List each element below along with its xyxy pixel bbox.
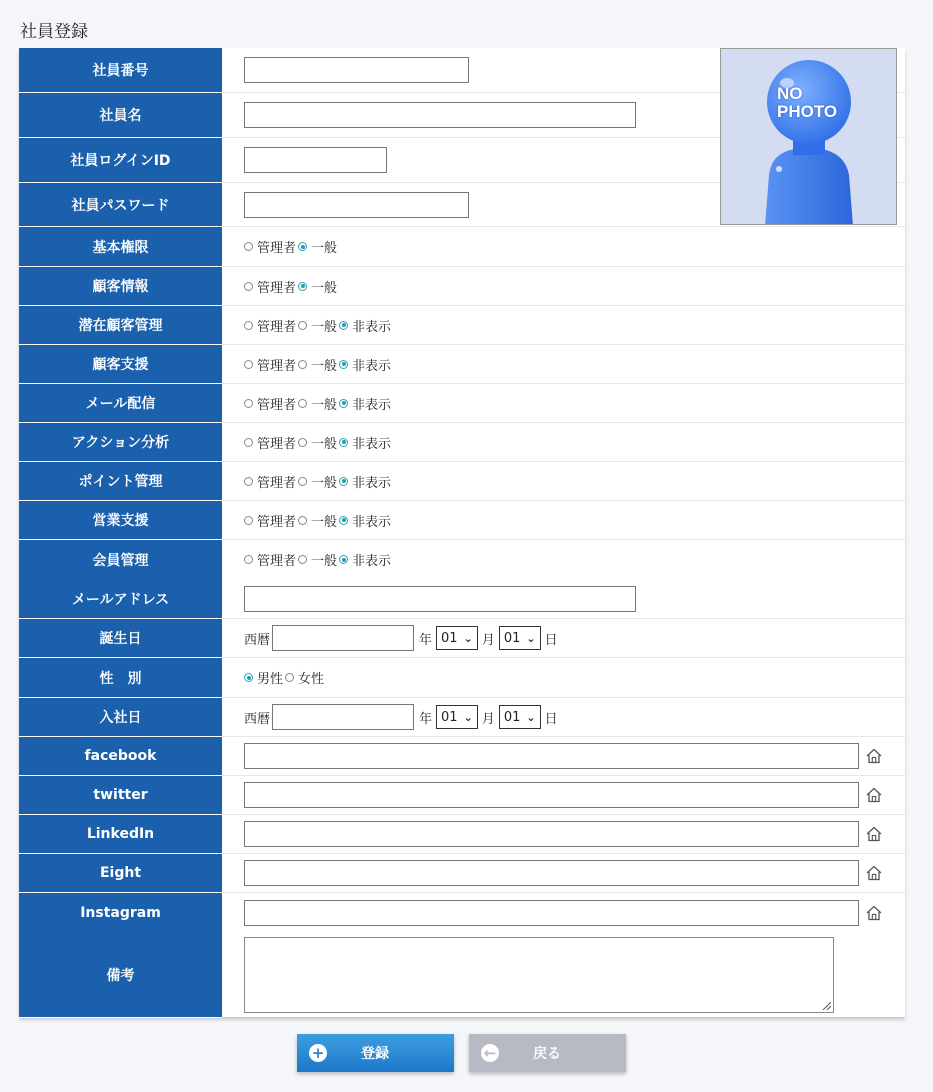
row-gender [19,658,905,698]
sns-row [19,776,905,815]
permission-row-options [222,306,905,344]
gender-radio-label: 男性 [257,672,284,687]
label-note: 備考 [19,932,222,1018]
permission-radio-label: 管理者 [257,358,297,374]
sns-row-label: facebook [19,737,222,776]
permission-row-label: ポイント管理 [19,462,222,501]
birthday-day-select[interactable] [499,626,541,650]
radio-circle-icon [339,516,348,525]
permission-row-options [222,540,905,579]
permission-radio[interactable] [298,433,337,452]
permission-radio-label: 一般 [311,436,338,452]
birthday-era-label: 西暦 [244,632,271,648]
birthday-year-label: 年 [419,632,433,648]
radio-circle-icon [244,555,253,564]
page-title: 社員登録 [20,22,88,42]
permission-row-options [222,345,905,383]
home-icon[interactable] [865,864,883,882]
permission-row-label: 会員管理 [19,540,222,580]
chevron-down-icon: ⌄ [463,631,473,645]
label-gender: 性 別 [19,658,222,698]
permission-row-options [222,384,905,422]
radio-circle-icon [339,438,348,447]
permission-radio[interactable] [298,237,337,256]
radio-circle-icon [244,360,253,369]
permission-radio[interactable] [339,394,391,413]
no-photo-line2: PHOTO [777,102,838,121]
register-button-label: 登録 [361,1046,389,1062]
permission-radio-label: 一般 [311,514,338,530]
row-birthday [19,619,905,658]
permission-row-label: アクション分析 [19,423,222,462]
row-employee-name [19,93,905,138]
radio-circle-icon [244,673,253,682]
permission-radio-label: 管理者 [257,514,297,530]
sns-row-label: Eight [19,854,222,893]
permission-radio-label: 非表示 [352,514,392,530]
permission-row-label: 顧客情報 [19,267,222,306]
home-icon[interactable] [865,904,883,922]
gender-radio[interactable] [285,668,324,687]
no-photo-line1: NO [777,84,803,103]
permission-radio[interactable] [339,511,391,530]
value-password [222,183,905,226]
row-email [19,579,905,619]
radio-circle-icon [298,516,307,525]
sns-url-input[interactable] [244,821,859,847]
sns-url-input[interactable] [244,782,859,808]
permission-radio[interactable] [244,237,296,256]
birthday-day-value: 01 [503,630,521,646]
hire-month-label: 月 [481,711,495,727]
row-login-id [19,138,905,183]
permission-row-label: 潜在顧客管理 [19,306,222,345]
radio-circle-icon [244,516,253,525]
email-input[interactable] [244,586,636,612]
home-icon[interactable] [865,825,883,843]
permission-row-options [222,267,905,305]
sns-row-value [222,737,905,775]
hire-year-label: 年 [419,711,433,727]
sns-url-input[interactable] [244,900,859,926]
row-password [19,183,905,227]
radio-circle-icon [244,282,253,291]
permission-row [19,501,905,540]
permission-radio[interactable] [339,472,391,491]
sns-rows [19,737,905,932]
permission-radio[interactable] [244,277,296,296]
label-birthday: 誕生日 [19,619,222,658]
chevron-down-icon: ⌄ [526,631,536,645]
home-icon[interactable] [865,747,883,765]
permission-radio[interactable] [244,394,296,413]
sns-row-value [222,854,905,892]
register-button[interactable] [297,1034,454,1072]
value-birthday [222,619,905,657]
sns-row [19,737,905,776]
sns-row-label: LinkedIn [19,815,222,854]
permission-radio-label: 一般 [311,554,338,569]
permission-row [19,540,905,579]
label-password: 社員パスワード [19,183,222,227]
radio-circle-icon [244,438,253,447]
radio-circle-icon [244,321,253,330]
permission-row [19,267,905,306]
gender-radio[interactable] [244,668,283,687]
permission-radio-label: 非表示 [352,436,392,452]
radio-circle-icon [339,477,348,486]
radio-circle-icon [298,555,307,564]
value-employee-name [222,93,905,137]
radio-circle-icon [298,282,307,291]
resize-grip-icon[interactable] [821,1000,831,1010]
sns-url-input[interactable] [244,743,859,769]
radio-circle-icon [339,321,348,330]
permission-radio[interactable] [339,433,391,452]
permission-radio-label: 非表示 [352,397,392,413]
permission-radio[interactable] [339,316,391,335]
permission-radio[interactable] [298,550,337,569]
radio-circle-icon [298,477,307,486]
permission-row-label: 基本権限 [19,227,222,267]
employee-form [19,48,905,1017]
sns-row [19,854,905,893]
row-note [19,932,905,1017]
home-icon[interactable] [865,786,883,804]
chevron-down-icon: ⌄ [463,710,473,724]
sns-url-input[interactable] [244,860,859,886]
label-employee-no: 社員番号 [19,48,222,93]
permission-radio-label: 管理者 [257,397,297,413]
radio-circle-icon [244,242,253,251]
permission-radio[interactable] [244,433,296,452]
radio-circle-icon [339,555,348,564]
permission-radio-label: 管理者 [257,554,297,569]
value-employee-no [222,48,905,92]
value-login-id [222,138,905,182]
birthday-year-input[interactable] [272,625,414,651]
permission-row [19,423,905,462]
back-button[interactable] [469,1034,626,1072]
sns-row-label: twitter [19,776,222,815]
label-employee-name: 社員名 [19,93,222,138]
permission-radio-label: 非表示 [352,475,392,491]
radio-circle-icon [298,321,307,330]
permission-radio-label: 一般 [311,358,338,374]
employee-name-input[interactable] [244,102,636,128]
birthday-month-label: 月 [481,632,495,648]
radio-circle-icon [298,399,307,408]
sns-row-value [222,776,905,814]
birthday-day-label: 日 [544,632,558,648]
permission-radio-label: 管理者 [257,241,297,256]
permission-radio[interactable] [298,277,337,296]
arrow-left-circle-icon: ← [481,1044,499,1062]
permission-row-options [222,462,905,500]
chevron-down-icon: ⌄ [526,710,536,724]
label-hire-date: 入社日 [19,698,222,737]
permission-radio[interactable] [298,511,337,530]
value-note [222,932,905,1017]
permission-radio[interactable] [298,316,337,335]
permission-radio-label: 非表示 [352,319,392,335]
permission-row-options [222,501,905,539]
gender-radio-label: 女性 [298,672,325,687]
permission-radio-label: 管理者 [257,280,297,296]
permission-row [19,306,905,345]
permission-radio-label: 一般 [311,475,338,491]
hire-day-select[interactable] [499,705,541,729]
hire-month-select[interactable] [436,705,478,729]
hire-year-input[interactable] [272,704,414,730]
permission-radio[interactable] [244,472,296,491]
birthday-month-select[interactable] [436,626,478,650]
login-id-input[interactable] [244,147,387,173]
value-hire-date [222,698,905,736]
permission-row [19,227,905,267]
label-email: メールアドレス [19,579,222,619]
permission-radio[interactable] [298,394,337,413]
password-input[interactable] [244,192,469,218]
permission-radio[interactable] [244,550,296,569]
sns-row-value [222,893,905,932]
permission-radio-label: 管理者 [257,475,297,491]
permission-radio-label: 一般 [311,319,338,335]
radio-circle-icon [298,242,307,251]
back-button-label: 戻る [533,1046,561,1062]
radio-circle-icon [244,477,253,486]
permission-row-label: 営業支援 [19,501,222,540]
permission-row [19,384,905,423]
permission-row [19,345,905,384]
permission-radio-label: 非表示 [352,554,392,569]
radio-circle-icon [285,673,294,682]
value-gender [222,658,905,697]
sns-row [19,893,905,932]
permission-radio[interactable] [298,355,337,374]
permission-radio[interactable] [298,472,337,491]
permission-radio-label: 一般 [311,280,338,296]
permission-row [19,462,905,501]
hire-era-label: 西暦 [244,711,271,727]
value-email [222,579,905,618]
permission-radio-label: 一般 [311,397,338,413]
hire-day-value: 01 [503,709,521,725]
permission-radio[interactable] [339,550,391,569]
permission-radio[interactable] [244,316,296,335]
permission-radio-label: 一般 [311,241,338,256]
employee-no-input[interactable] [244,57,469,83]
row-employee-no [19,48,905,93]
row-hire-date [19,698,905,737]
radio-circle-icon [298,360,307,369]
permission-radio-label: 管理者 [257,436,297,452]
plus-circle-icon: + [309,1044,327,1062]
permission-radio-label: 非表示 [352,358,392,374]
radio-circle-icon [298,438,307,447]
hire-day-label: 日 [544,711,558,727]
sns-row [19,815,905,854]
permission-radio[interactable] [244,511,296,530]
permission-radio[interactable] [339,355,391,374]
note-textarea[interactable] [244,937,834,1013]
permission-radio-label: 管理者 [257,319,297,335]
sns-row-value [222,815,905,853]
hire-month-value: 01 [441,709,458,725]
radio-circle-icon [339,399,348,408]
permission-row-options [222,227,905,266]
sns-row-label: Instagram [19,893,222,933]
permission-radio[interactable] [244,355,296,374]
birthday-month-value: 01 [441,630,458,646]
permission-rows [19,227,905,579]
radio-circle-icon [244,399,253,408]
radio-circle-icon [339,360,348,369]
permission-row-label: 顧客支援 [19,345,222,384]
permission-row-options [222,423,905,461]
permission-row-label: メール配信 [19,384,222,423]
label-login-id: 社員ログインID [19,138,222,183]
